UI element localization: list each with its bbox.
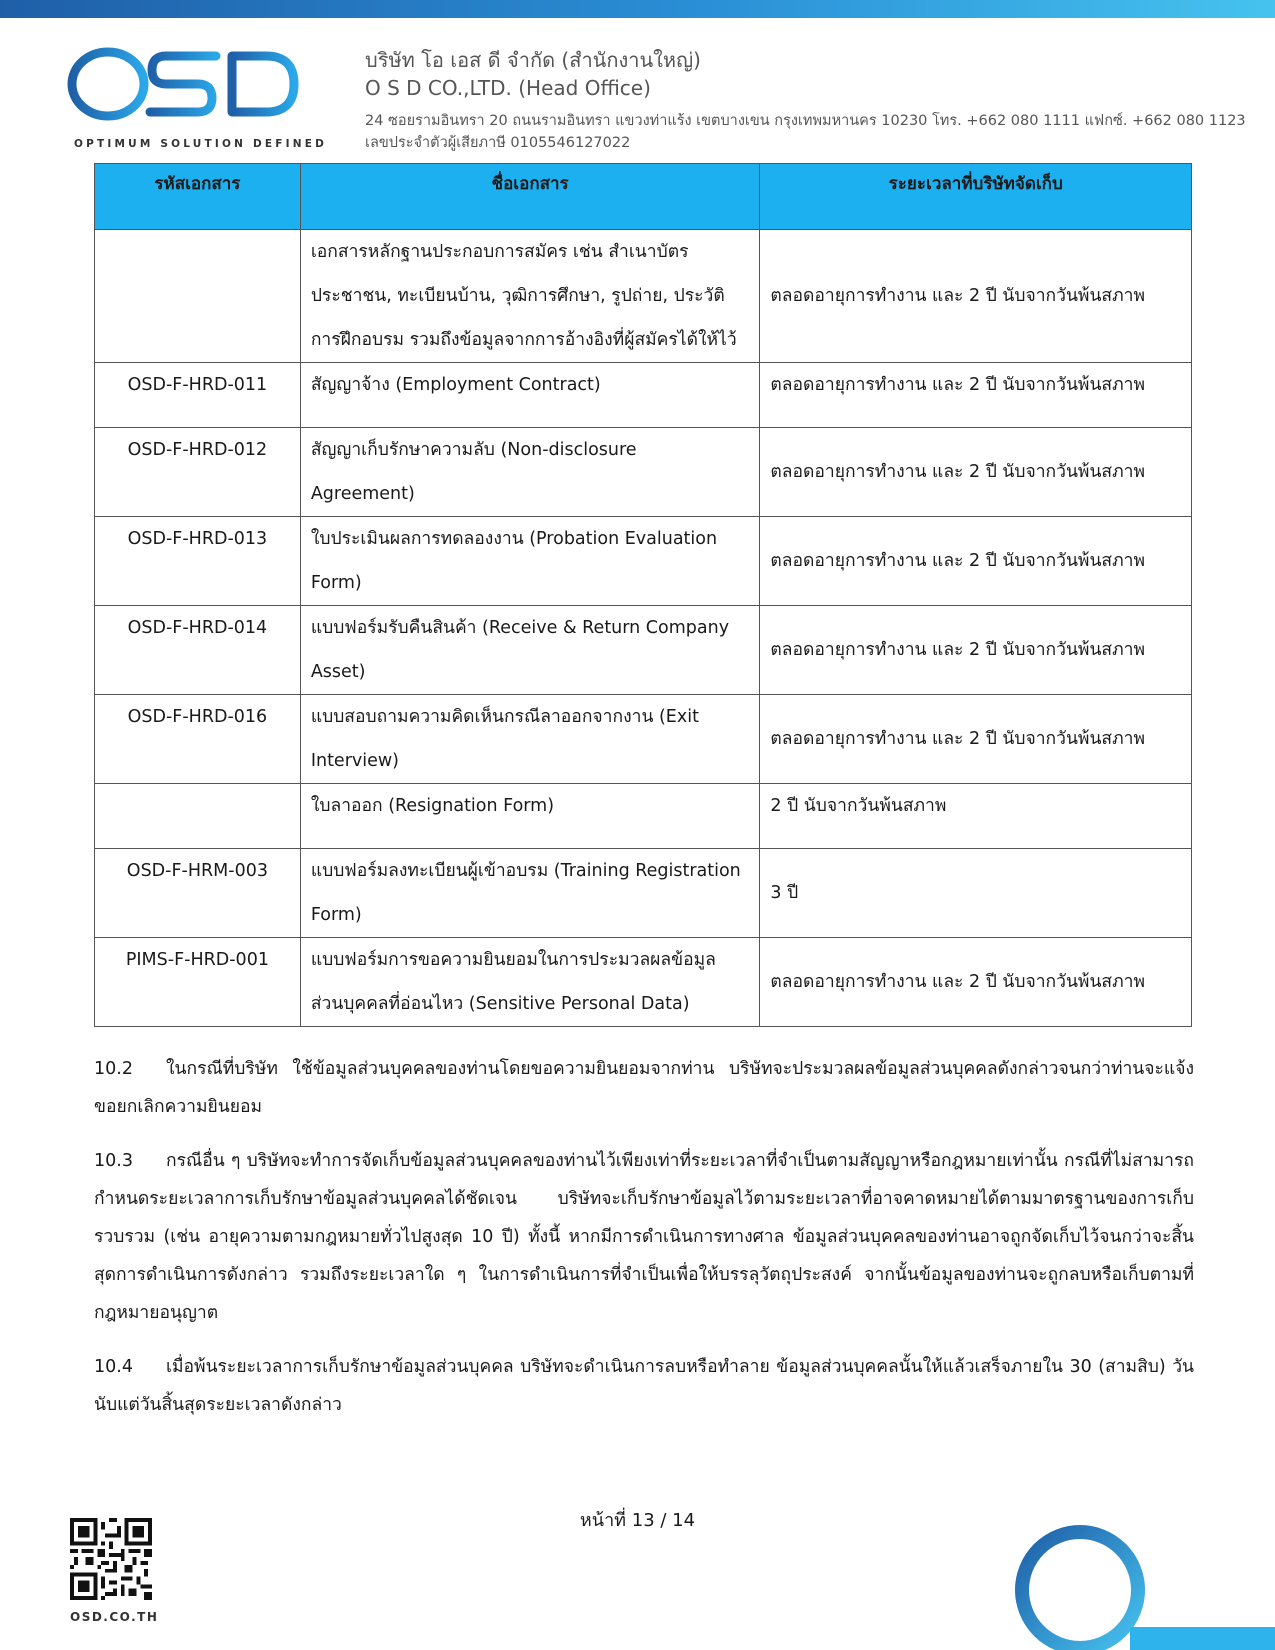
paragraph-10-2 (94, 1050, 1194, 1126)
company-address: 24 ซอยรามอินทรา 20 ถนนรามอินทรา แขวงท่าแร้ง เขตบางเขน กรุงเทพมหานคร 10230 โทร. +662 080 1111 แฟกซ์. +662 080 1123 (365, 113, 1246, 129)
doc-code: OSD-F-HRD-014 (95, 606, 301, 695)
retention-period: ตลอดอายุการทำงาน และ 2 ปี นับจากวันพ้นสภาพ (760, 695, 1192, 784)
paragraph-10-3 (94, 1142, 1194, 1332)
company-name-thai: บริษัท โอ เอส ดี จำกัด (สำนักงานใหญ่) (365, 48, 701, 72)
doc-name: ใบประเมินผลการทดลองงาน (Probation Evaluation Form) (300, 517, 760, 606)
website-label: OSD.CO.TH (70, 1610, 159, 1624)
doc-code: OSD-F-HRD-016 (95, 695, 301, 784)
body-paragraphs (94, 1050, 1194, 1440)
paragraph-number: 10.4 (94, 1357, 133, 1377)
doc-name: สัญญาจ้าง (Employment Contract) (300, 363, 760, 428)
paragraph-text: กรณีอื่น ๆ บริษัทจะทำการจัดเก็บข้อมูลส่วนบุคคลของท่านไว้เพียงเท่าที่ระยะเวลาที่จำเป็นตามสัญญาหรือกฎหมายเท่านั้น กรณีที่ไม่สามารถกำหนดระยะเวลาการเก็บรักษาข้อมูลส่วนบุคคลได้ชัดเจน บริษัทจะเก็บรักษาข้อมูลไว้ตามระยะเวลาที่อาจคาดหมายได้ตามมาตรฐานของการเก็บรวบรวม (เช่น อายุความตามกฎหมายทั่วไปสูงสุด 10 ปี) ทั้งนี้ หากมีการดำเนินการทางศาล ข้อมูลส่วนบุคคลของท่านอาจถูกจัดเก็บไว้จนกว่าจะสิ้นสุดการดำเนินการดังกล่าว รวมถึงระยะเวลาใด ๆ ในการดำเนินการที่จำเป็นเพื่อให้บรรลุวัตถุประสงค์ จากนั้นข้อมูลของท่านจะถูกลบหรือเก็บตามที่กฎหมายอนุญาต (94, 1151, 1194, 1323)
retention-period: ตลอดอายุการทำงาน และ 2 ปี นับจากวันพ้นสภาพ (760, 428, 1192, 517)
doc-name: ใบลาออก (Resignation Form) (300, 784, 760, 849)
doc-name: แบบฟอร์มลงทะเบียนผู้เข้าอบรม (Training Registration Form) (300, 849, 760, 938)
doc-code: OSD-F-HRD-012 (95, 428, 301, 517)
table-row (95, 849, 1192, 938)
top-accent-bar (0, 0, 1275, 18)
retention-period: ตลอดอายุการทำงาน และ 2 ปี นับจากวันพ้นสภาพ (760, 517, 1192, 606)
retention-period: ตลอดอายุการทำงาน และ 2 ปี นับจากวันพ้นสภาพ (760, 938, 1192, 1027)
paragraph-10-4 (94, 1348, 1194, 1424)
paragraph-number: 10.3 (94, 1151, 133, 1171)
logo-tagline: OPTIMUM SOLUTION DEFINED (74, 138, 327, 150)
qr-code-icon (70, 1518, 152, 1600)
doc-name: แบบสอบถามความคิดเห็นกรณีลาออกจากงาน (Exit Interview) (300, 695, 760, 784)
doc-code: OSD-F-HRD-011 (95, 363, 301, 428)
company-info (365, 46, 1245, 154)
retention-period: 2 ปี นับจากวันพ้นสภาพ (760, 784, 1192, 849)
table-row (95, 428, 1192, 517)
retention-period: ตลอดอายุการทำงาน และ 2 ปี นับจากวันพ้นสภาพ (760, 230, 1192, 363)
table-row (95, 695, 1192, 784)
osd-ring-icon (1010, 1505, 1275, 1650)
retention-period: ตลอดอายุการทำงาน และ 2 ปี นับจากวันพ้นสภาพ (760, 363, 1192, 428)
paragraph-text: ในกรณีที่บริษัท ใช้ข้อมูลส่วนบุคคลของท่านโดยขอความยินยอมจากท่าน บริษัทจะประมวลผลข้อมูลส่วนบุคคลดังกล่าวจนกว่าท่านจะแจ้งขอยกเลิกความยินยอม (94, 1059, 1194, 1117)
doc-name: สัญญาเก็บรักษาความลับ (Non-disclosure Agreement) (300, 428, 760, 517)
table-row (95, 784, 1192, 849)
table-header-row (95, 164, 1192, 230)
company-logo (66, 44, 327, 154)
doc-code: OSD-F-HRD-013 (95, 517, 301, 606)
doc-code (95, 784, 301, 849)
header-doc-code: รหัสเอกสาร (95, 164, 301, 230)
doc-code: OSD-F-HRM-003 (95, 849, 301, 938)
retention-table (94, 163, 1192, 1027)
company-name-english: O S D CO.,LTD. (Head Office) (365, 76, 651, 100)
table-row (95, 363, 1192, 428)
table-row (95, 938, 1192, 1027)
table-row (95, 230, 1192, 363)
osd-logo-icon (66, 44, 301, 134)
doc-code: PIMS-F-HRD-001 (95, 938, 301, 1027)
doc-name: แบบฟอร์มรับคืนสินค้า (Receive & Return Company Asset) (300, 606, 760, 695)
header-doc-name: ชื่อเอกสาร (300, 164, 760, 230)
table-row (95, 517, 1192, 606)
header-retention-period: ระยะเวลาที่บริษัทจัดเก็บ (760, 164, 1192, 230)
paragraph-number: 10.2 (94, 1059, 133, 1079)
doc-code (95, 230, 301, 363)
page-number: หน้าที่ 13 / 14 (579, 1510, 696, 1531)
doc-name: เอกสารหลักฐานประกอบการสมัคร เช่น สำเนาบัตร ประชาชน, ทะเบียนบ้าน, วุฒิการศึกษา, รูปถ่าย, ประวัติ การฝึกอบรม รวมถึงข้อมูลจากการอ้างอิงที่ผู้สมัครได้ให้ไว้ (300, 230, 760, 363)
paragraph-text: เมื่อพ้นระยะเวลาการเก็บรักษาข้อมูลส่วนบุคคล บริษัทจะดำเนินการลบหรือทำลาย ข้อมูลส่วนบุคคลนั้นให้แล้วเสร็จภายใน 30 (สามสิบ) วัน นับแต่วันสิ้นสุดระยะเวลาดังกล่าว (94, 1357, 1194, 1415)
retention-period: 3 ปี (760, 849, 1192, 938)
table-row (95, 606, 1192, 695)
doc-name: แบบฟอร์มการขอความยินยอมในการประมวลผลข้อมูล ส่วนบุคคลที่อ่อนไหว (Sensitive Personal Data) (300, 938, 760, 1027)
company-tax-id: เลขประจำตัวผู้เสียภาษี 0105546127022 (365, 135, 631, 151)
retention-period: ตลอดอายุการทำงาน และ 2 ปี นับจากวันพ้นสภาพ (760, 606, 1192, 695)
